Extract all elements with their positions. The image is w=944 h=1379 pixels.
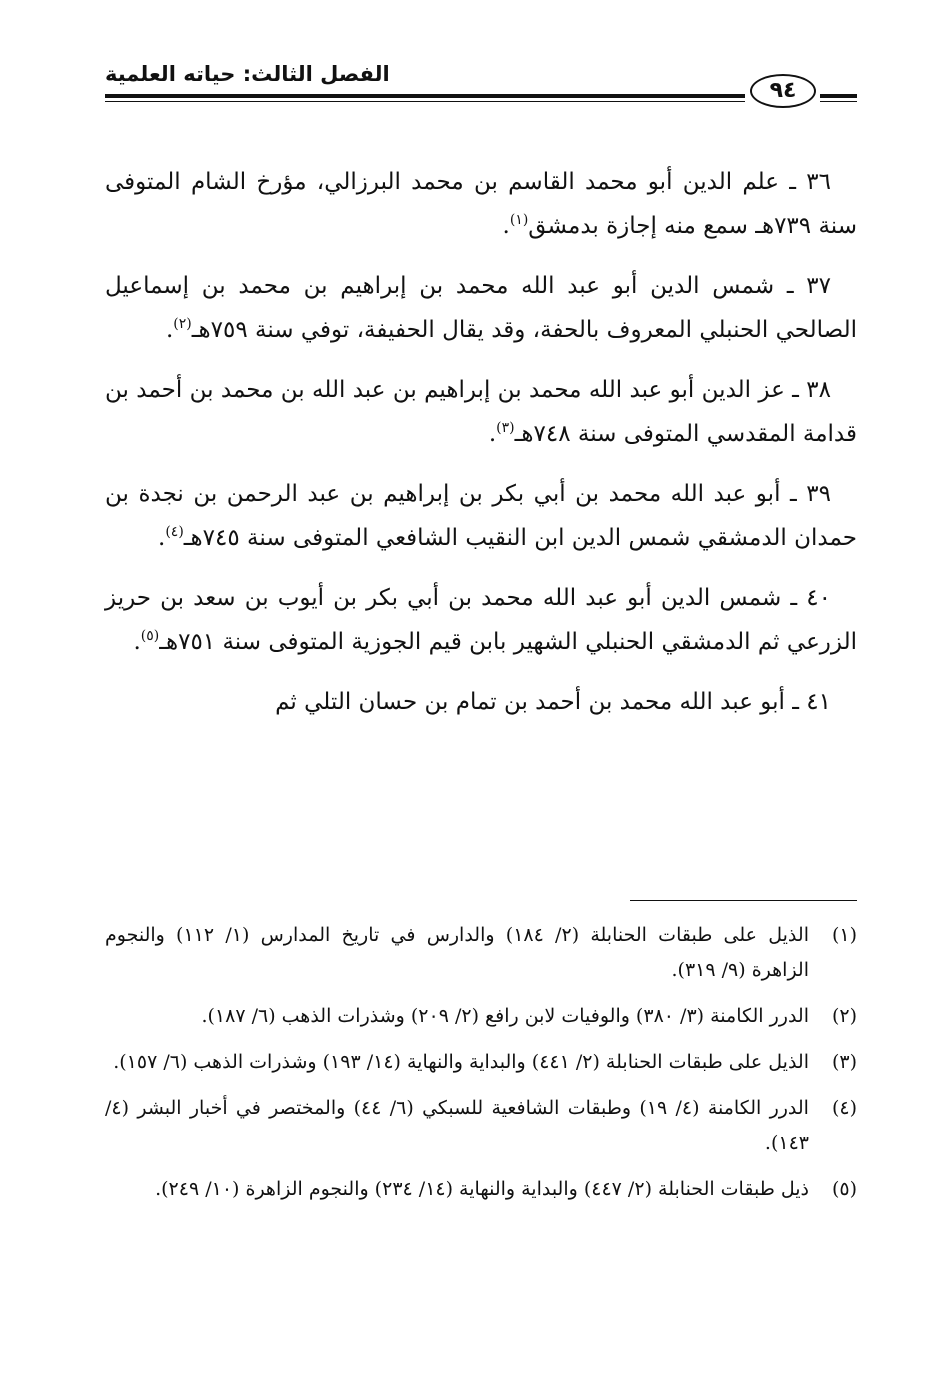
- entry-text: ٤٠ ـ شمس الدين أبو عبد الله محمد بن أبي بكر بن أيوب بن سعد بن حريز الزرعي ثم الدمشقي الحنبلي الشهير بابن قيم الجوزية المتوفى سنة ٧٥١هـ: [105, 585, 857, 655]
- header-rule-thick: [105, 94, 745, 98]
- footnote-3: [105, 1045, 857, 1080]
- entry-text: ٣٦ ـ علم الدين أبو محمد القاسم بن محمد البرزالي، مؤرخ الشام المتوفى سنة ٧٣٩هـ سمع منه إجازة بدمشق: [105, 169, 857, 239]
- entry-text: ٣٨ ـ عز الدين أبو عبد الله محمد بن إبراهيم بن عبد الله بن محمد بن أحمد بن قدامة المقدسي المتوفى سنة ٧٤٨هـ: [105, 377, 857, 447]
- footnote-5: [105, 1172, 857, 1207]
- entry-38: [105, 368, 857, 456]
- page-header: [105, 60, 857, 112]
- entry-end: .: [165, 317, 174, 343]
- entry-list: [105, 160, 857, 740]
- footnote-number: (٥): [831, 1178, 857, 1200]
- entry-end: .: [158, 525, 166, 551]
- footnote-text: الذيل على طبقات الحنابلة (٢/ ٤٤١) والبداية والنهاية (١٤/ ١٩٣) وشذرات الذهب (٦/ ١٥٧).: [113, 1051, 809, 1073]
- footnote-ref[interactable]: (١): [509, 212, 529, 228]
- header-rule-thin: [105, 101, 745, 102]
- footnote-2: [105, 999, 857, 1034]
- entry-37: [105, 264, 857, 352]
- footnote-text: الذيل على طبقات الحنابلة (٢/ ١٨٤) والدارس في تاريخ المدارس (١/ ١١٢) والنجوم الزاهرة (٩/ ٣١٩).: [105, 924, 809, 981]
- footnote-separator: [630, 900, 857, 901]
- footnote-ref[interactable]: (٥): [140, 628, 160, 644]
- entry-text: ٣٧ ـ شمس الدين أبو عبد الله محمد بن إبراهيم بن محمد بن إسماعيل الصالحي الحنبلي المعروف بالحفة، وقد يقال الحفيفة، توفي سنة ٧٥٩هـ: [105, 273, 857, 343]
- header-rule-tail-thin: [820, 101, 857, 102]
- entry-end: .: [502, 213, 510, 239]
- footnote-text: الدرر الكامنة (٣/ ٣٨٠) والوفيات لابن رافع (٢/ ٢٠٩) وشذرات الذهب (٦/ ١٨٧).: [201, 1005, 809, 1027]
- footnote-4: [105, 1091, 857, 1161]
- page-number: ٩٤: [750, 74, 816, 108]
- footnote-text: ذيل طبقات الحنابلة (٢/ ٤٤٧) والبداية والنهاية (١٤/ ٢٣٤) والنجوم الزاهرة (١٠/ ٢٤٩).: [155, 1178, 809, 1200]
- footnote-number: (٤): [831, 1097, 857, 1119]
- footnote-number: (١): [831, 924, 857, 946]
- entry-39: [105, 472, 857, 560]
- footnote-number: (٢): [831, 1005, 857, 1027]
- entry-40: [105, 576, 857, 664]
- entry-36: [105, 160, 857, 248]
- footnote-ref[interactable]: (٢): [173, 316, 192, 332]
- entry-text: ٣٩ ـ أبو عبد الله محمد بن أبي بكر بن إبراهيم بن عبد الرحمن بن نجدة بن حمدان الدمشقي شمس الدين ابن النقيب الشافعي المتوفى سنة ٧٤٥هـ: [105, 481, 857, 551]
- entry-end: .: [133, 629, 141, 655]
- footnote-ref[interactable]: (٣): [496, 420, 515, 436]
- entry-41: [105, 680, 857, 724]
- footnote-ref[interactable]: (٤): [165, 524, 184, 540]
- footnote-text: الدرر الكامنة (٤/ ١٩) وطبقات الشافعية للسبكي (٦/ ٤٤) والمختصر في أخبار البشر (٤/ ١٤٣).: [105, 1097, 809, 1154]
- entry-text: ٤١ ـ أبو عبد الله محمد بن أحمد بن تمام بن حسان التلي ثم: [275, 689, 831, 715]
- entry-end: .: [488, 421, 497, 447]
- footnote-1: [105, 918, 857, 988]
- footnote-list: [105, 918, 857, 1218]
- header-rule-tail-thick: [820, 94, 857, 98]
- footnote-number: (٣): [831, 1051, 857, 1073]
- running-title: الفصل الثالث: حياته العلمية: [105, 62, 390, 86]
